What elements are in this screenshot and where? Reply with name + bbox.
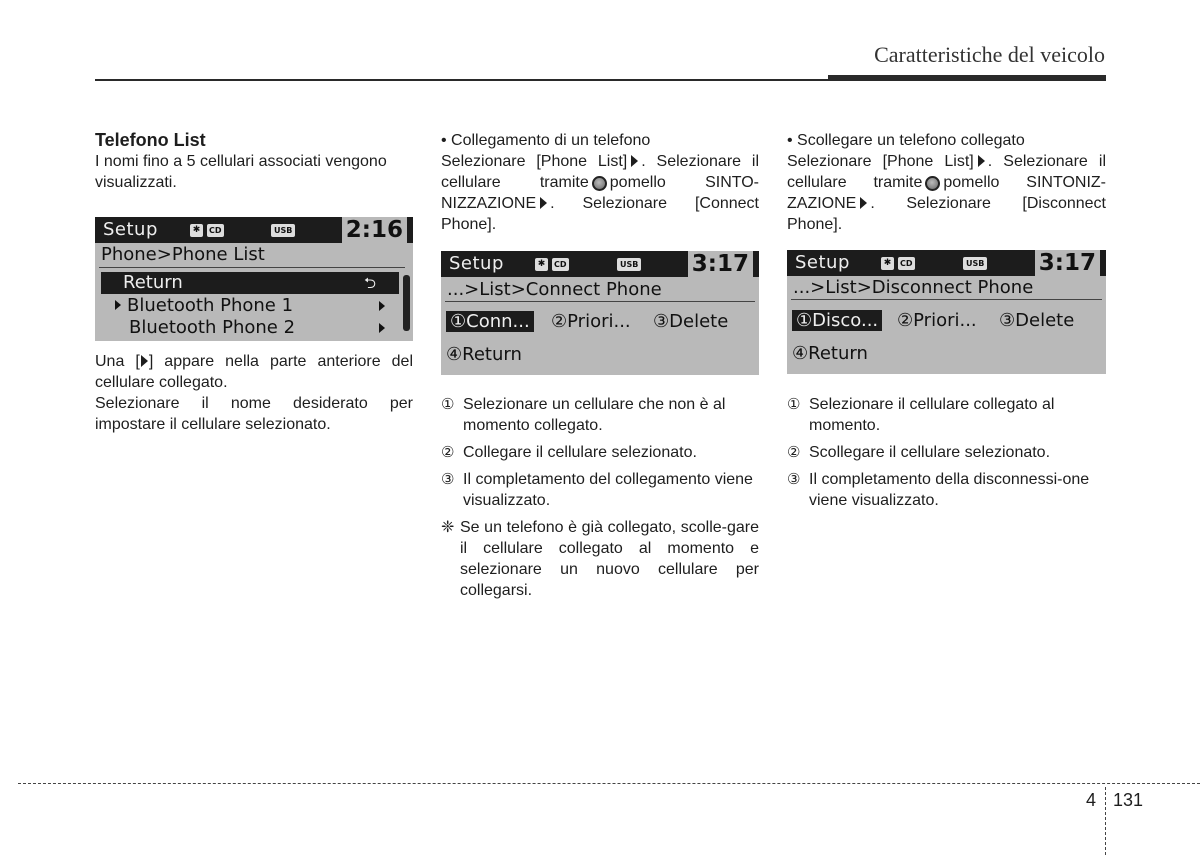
page-header-title: Caratteristiche del veicolo (874, 42, 1105, 67)
lcd-clock: 3:17 (688, 251, 753, 277)
bullet-disconnect: • Scollegare un telefono collegato (787, 132, 1025, 149)
list-item: ③ Il completamento del collegamento viene visualizzato. (441, 471, 753, 509)
option-priority[interactable]: ②Priori... (551, 311, 631, 332)
section-heading: Telefono List (95, 130, 206, 150)
lcd-row-label: Bluetooth Phone 1 (127, 295, 294, 316)
list-item: ② Scollegare il cellulare selezionato. (787, 444, 1051, 461)
list-item: ② Collegare il cellulare selezionato. (441, 444, 697, 461)
list-item: ① Selezionare un cellulare che non è al momento collegato. (441, 396, 726, 434)
option-return[interactable]: ④Return (792, 343, 868, 364)
lcd-screen-disconnect-phone (787, 250, 1106, 374)
play-triangle-icon (631, 155, 638, 167)
chevron-right-icon (379, 301, 385, 311)
tune-knob-icon (592, 176, 607, 191)
disconnect-steps-list (787, 394, 1106, 511)
note-symbol: ❈ (441, 519, 455, 536)
lcd-screen-connect-phone (441, 251, 759, 375)
lcd-mode-label: Setup (103, 219, 158, 240)
marker-explanation: Una [ ] appare nella parte anteriore del cellulare collegato. (95, 353, 413, 391)
right-steps (787, 394, 1106, 517)
lcd-row-label: Bluetooth Phone 2 (129, 317, 296, 338)
lcd-row-phone-1[interactable] (101, 295, 395, 317)
right-column (787, 130, 1106, 235)
cd-icon: CD (554, 260, 567, 269)
lcd-breadcrumb: Phone>Phone List (101, 244, 265, 265)
footer-dashed-rule (18, 783, 1200, 784)
connect-instructions: Selezionare [Phone List] . Selezionare il cellulare tramite pomello SINTO-NIZZAZIONE . Selezionare [Connect Phone]. (441, 153, 759, 233)
header-rule-accent (828, 75, 1106, 80)
left-after-screen (95, 351, 413, 435)
play-triangle-icon (141, 355, 148, 367)
disconnect-instructions: Selezionare [Phone List] . Selezionare il cellulare tramite pomello SINTONIZ-ZAZIONE . Selezionare [Disconnect Phone]. (787, 153, 1106, 233)
footer-dashed-divider (1105, 787, 1106, 855)
bluetooth-icon: ✱ (881, 257, 894, 270)
option-return[interactable]: ④Return (446, 344, 522, 365)
left-column (95, 130, 413, 193)
usb-icon: USB (271, 224, 295, 237)
play-triangle-icon (540, 197, 547, 209)
option-delete[interactable]: ③Delete (999, 310, 1075, 331)
lcd-row-label: Return (123, 272, 183, 293)
lcd-scrollbar (403, 275, 410, 331)
option-priority[interactable]: ②Priori... (897, 310, 977, 331)
lcd-mode-label: Setup (795, 252, 850, 273)
lcd-clock: 2:16 (342, 217, 407, 243)
lcd-divider (445, 301, 755, 302)
lcd-clock: 3:17 (1035, 250, 1100, 276)
option-connect[interactable]: ①Conn... (446, 311, 534, 332)
option-disconnect[interactable]: ①Disco... (792, 310, 882, 331)
lcd-divider (99, 267, 405, 268)
intro-text: I nomi fino a 5 cellulari associati vengono visualizzati. (95, 153, 387, 191)
usb-icon: USB (617, 258, 641, 271)
bluetooth-icon: ✱ (190, 224, 203, 237)
tune-knob-icon (925, 176, 940, 191)
select-name-text: Selezionare il nome desiderato per impostare il cellulare selezionato. (95, 395, 413, 433)
lcd-screen-phone-list (95, 217, 413, 341)
lcd-divider (791, 299, 1102, 300)
return-arrow-icon[interactable]: ⮌ (341, 272, 399, 294)
cd-icon: CD (209, 226, 222, 235)
bullet-connect: • Collegamento di un telefono (441, 132, 651, 149)
chapter-number: 4 (1086, 790, 1097, 810)
lcd-breadcrumb: ...>List>Disconnect Phone (793, 277, 1034, 298)
note (441, 517, 759, 601)
middle-steps (441, 394, 759, 601)
list-item: ③ Il completamento della disconnessi-one viene visualizzato. (787, 471, 1090, 509)
usb-icon: USB (963, 257, 987, 270)
connect-steps-list (441, 394, 759, 511)
play-triangle-icon (978, 155, 985, 167)
lcd-row-return[interactable] (101, 272, 347, 294)
option-delete[interactable]: ③Delete (653, 311, 729, 332)
chevron-right-icon (379, 323, 385, 333)
list-item: ① Selezionare il cellulare collegato al momento. (787, 396, 1055, 434)
connected-marker-icon (115, 300, 121, 310)
lcd-row-phone-2[interactable] (101, 317, 395, 339)
bluetooth-icon: ✱ (535, 258, 548, 271)
page-number: 131 (1113, 790, 1144, 810)
lcd-breadcrumb: ...>List>Connect Phone (447, 279, 662, 300)
lcd-mode-label: Setup (449, 253, 504, 274)
middle-column (441, 130, 759, 235)
play-triangle-icon (860, 197, 867, 209)
note-text: Se un telefono è già collegato, scolle-gare il cellulare collegato al momento e selezionare un nuovo cellulare per collegarsi. (460, 519, 759, 599)
cd-icon: CD (900, 259, 913, 268)
